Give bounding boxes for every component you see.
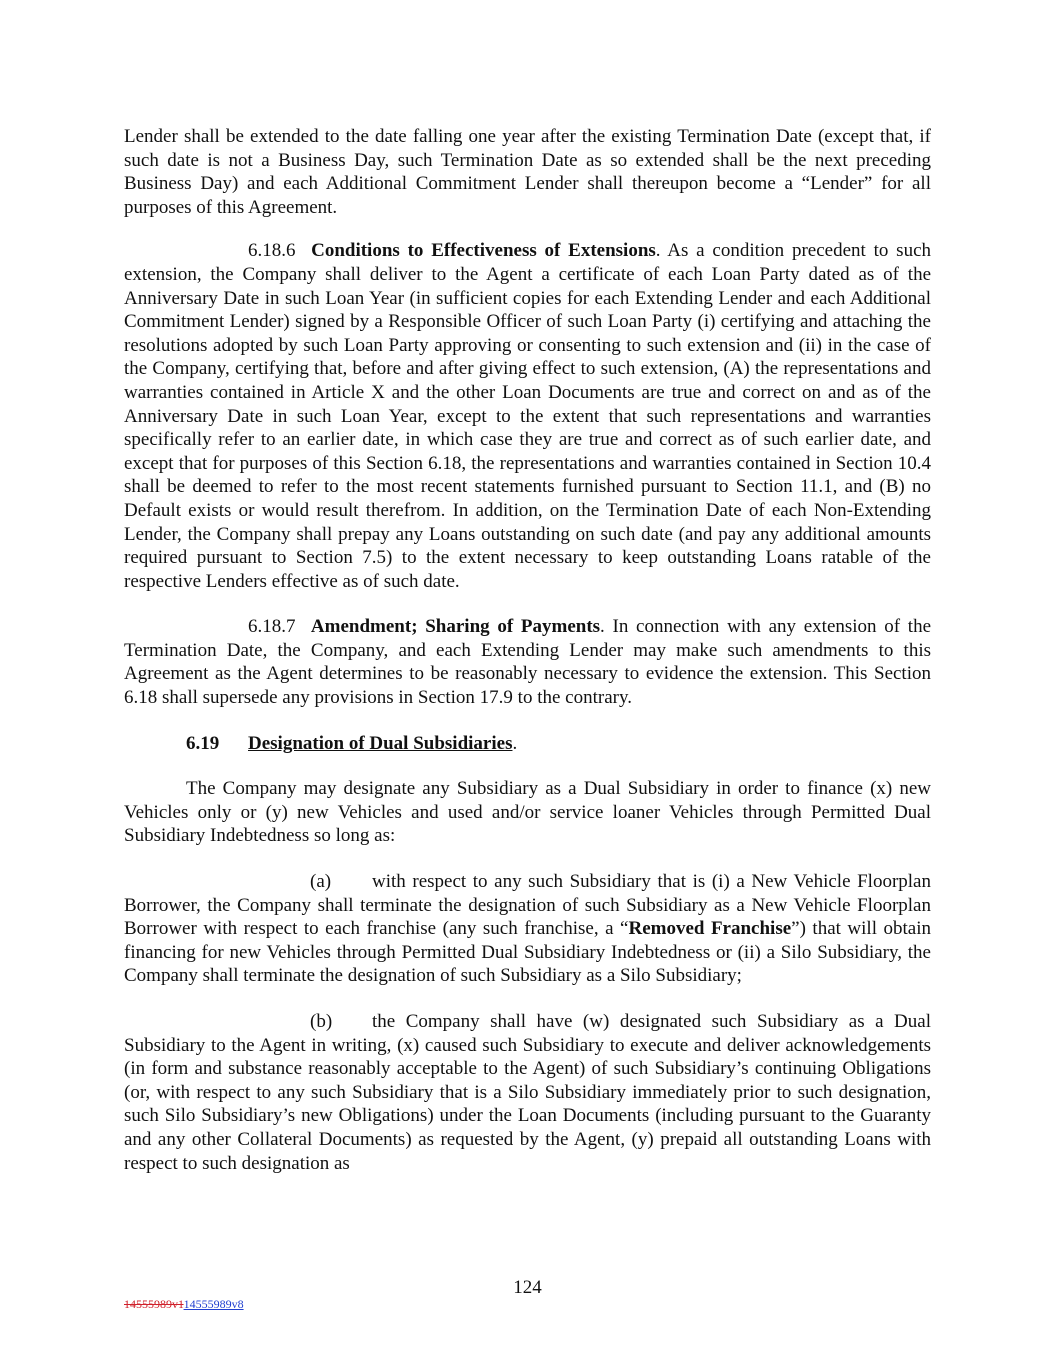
section-title: Designation of Dual Subsidiaries <box>248 732 513 754</box>
section-title-period: . <box>512 732 518 754</box>
document-id <box>124 1297 244 1311</box>
clause-label: (b) <box>310 1011 333 1032</box>
document-id-deleted: 14555989v1 <box>124 1297 184 1311</box>
defined-term: Removed Franchise <box>628 918 792 940</box>
clause-b <box>124 1010 931 1175</box>
section-body: . As a condition precedent to such extension, the Company shall deliver to the Agent a certificate of each Loan Party dated as of the Anniversary Date in such Loan Year (in sufficient copies for each Extending Lender and each Additional Commitment Lender) signed by a Responsible Officer of such Loan Party (i) certifying and attaching the resolutions adopted by such Loan Party approving or consenting to such extension and (ii) in the case of the Company, certifying that, before and after giving effect to such extension, (A) the representations and warranties contained in Article X and the other Loan Documents are true and correct on and as of the Anniversary Date in such Loan Year, except to the extent that such representations and warranties specifically refer to an earlier date, in which case they are true and correct as of such earlier date, and except that for purposes of this Section 6.18, the representations and warranties contained in Section 10.4 shall be deemed to refer to the most recent statements furnished pursuant to Section 11.1, and (B) no Default exists or would result therefrom. In addition, on the Termination Date of each Non-Extending Lender, the Company shall prepay any Loans outstanding on such date (and pay any additional amounts required pursuant to Section 7.5) to the extent necessary to keep outstanding Loans ratable of the respective Lenders effective as of such date. <box>124 240 932 592</box>
section-body: . In connection with any extension of the Termination Date, the Company, and each Extending Lender may make such amendments to this Agreement as the Agent determines to be reasonably necessary to evidence the extension. This Section 6.18 shall supersede any provisions in Section 17.9 to the contrary. <box>124 616 931 709</box>
document-page <box>124 125 931 1175</box>
clause-text: the Company shall have (w) designated such Subsidiary as a Dual Subsidiary to the Agent in writing, (x) caused such Subsidiary to execute and deliver acknowledgements (in form and substance reasonably acceptable to the Agent) of such Subsidiary’s continuing Obligations (or, with respect to any such Subsidiary that is a Silo Subsidiary immediately prior to such designation, such Silo Subsidiary’s new Obligations) under the Loan Documents (including pursuant to the Guaranty and any other Collateral Documents) as requested by the Agent, (y) prepaid all outstanding Loans with respect to such designation as <box>124 1011 931 1174</box>
clause-label: (a) <box>310 871 332 893</box>
section-title: Conditions to Effectiveness of Extensions <box>311 240 656 262</box>
clause-a <box>124 870 931 988</box>
section-6-18-7 <box>124 615 931 709</box>
section-6-18-6 <box>124 239 931 593</box>
document-id-inserted: 14555989v8 <box>183 1297 244 1311</box>
intro-paragraph: The Company may designate any Subsidiary as a Dual Subsidiary in order to finance (x) new Vehicles only or (y) new Vehicles and used and/or service loaner Vehicles through Permitted Dual Subsidiary Indebtedness so long as: <box>124 778 931 847</box>
carryover-paragraph: Lender shall be extended to the date falling one year after the existing Termination Date (except that, if such date is not a Business Day, such Termination Date as so extended shall be the next preceding Business Day) and each Additional Commitment Lender shall thereupon become a “Lender” for all purposes of this Agreement. <box>124 126 931 218</box>
section-number: 6.18.6 <box>248 240 296 262</box>
page-number: 124 <box>513 1277 542 1298</box>
section-number: 6.18.7 <box>248 616 296 638</box>
clause-text-before: with respect to any such Subsidiary that is (i) a New Vehicle Floorplan Borrower, the Company shall terminate the designation of such Subsidiary as a New Vehicle Floorplan Borrower with respect to each franchise (any such franchise, a “ <box>124 871 931 940</box>
clause-text-after: ”) that will obtain financing for new Vehicles through Permitted Dual Subsidiary Indebtedness or (ii) a Silo Subsidiary, the Company shall terminate the designation of such Subsidiary as a Silo Subsidiary; <box>124 918 931 987</box>
section-6-19-heading <box>124 732 931 756</box>
section-title: Amendment; Sharing of Payments <box>310 616 601 638</box>
section-number: 6.19 <box>186 732 220 754</box>
